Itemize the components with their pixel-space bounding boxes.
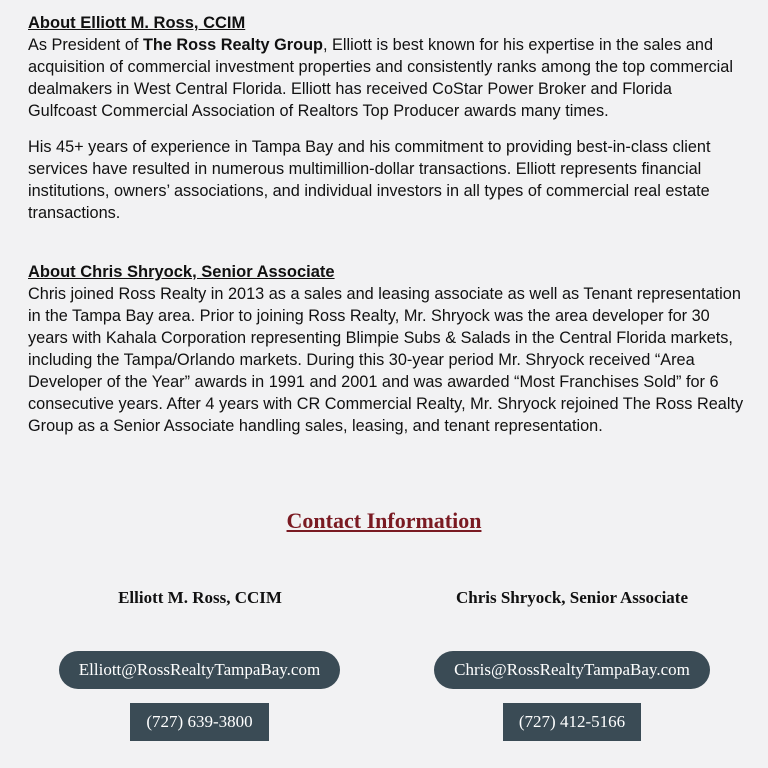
elliott-bio — [28, 13, 744, 224]
contact-name-elliott: Elliott M. Ross, CCIM — [118, 588, 282, 607]
chris-bio — [28, 262, 744, 437]
chris-heading: About Chris Shryock, Senior Associate — [28, 263, 335, 281]
contact-title: Contact Information — [286, 508, 482, 533]
elliott-p1-rest: , Elliott is best known for his expertise in the sales and acquisition of commercial investment properties and consistently ranks among the top commercial dealmakers in West Central Florida. Elliott has received CoStar Power Broker and Florida Gulfcoast Commercial Association of Realtors Top Producer awards many times. — [28, 36, 733, 120]
chris-phone-button[interactable]: (727) 412-5166 — [503, 703, 641, 741]
company-name: The Ross Realty Group — [142, 36, 323, 54]
contact-name-chris: Chris Shryock, Senior Associate — [455, 588, 689, 607]
elliott-phone-button[interactable]: (727) 639-3800 — [130, 703, 269, 741]
chris-email-button[interactable]: Chris@RossRealtyTampaBay.com — [434, 651, 710, 689]
elliott-paragraph-2: His 45+ years of experience in Tampa Bay and his commitment to providing best-in-class client services have resulted in numerous multimillion-dollar transactions. Elliott represents financial institutions, owners’ associations, and individual investors in all types of commercial real estate transactions. — [28, 138, 711, 222]
chris-paragraph-1: Chris joined Ross Realty in 2013 as a sales and leasing associate as well as Tenant representation in the Tampa Bay area. Prior to joining Ross Realty, Mr. Shryock was the area developer for 30 years with Kahala Corporation representing Blimpie Subs & Salads in the Central Florida markets, including the Tampa/Orlando markets. During this 30-year period Mr. Shryock received “Area Developer of the Year” awards in 1991 and 2001 and was awarded “Most Franchises Sold” for 6 consecutive years. After 4 years with CR Commercial Realty, Mr. Shryock rejoined The Ross Realty Group as a Senior Associate handling sales, leasing, and tenant representation. — [28, 285, 744, 435]
elliott-heading: About Elliott M. Ross, CCIM — [28, 14, 246, 32]
elliott-p1-prefix: As President of — [28, 36, 143, 54]
elliott-email-button[interactable]: Elliott@RossRealtyTampaBay.com — [59, 651, 340, 689]
elliott-paragraph-1 — [28, 34, 744, 122]
